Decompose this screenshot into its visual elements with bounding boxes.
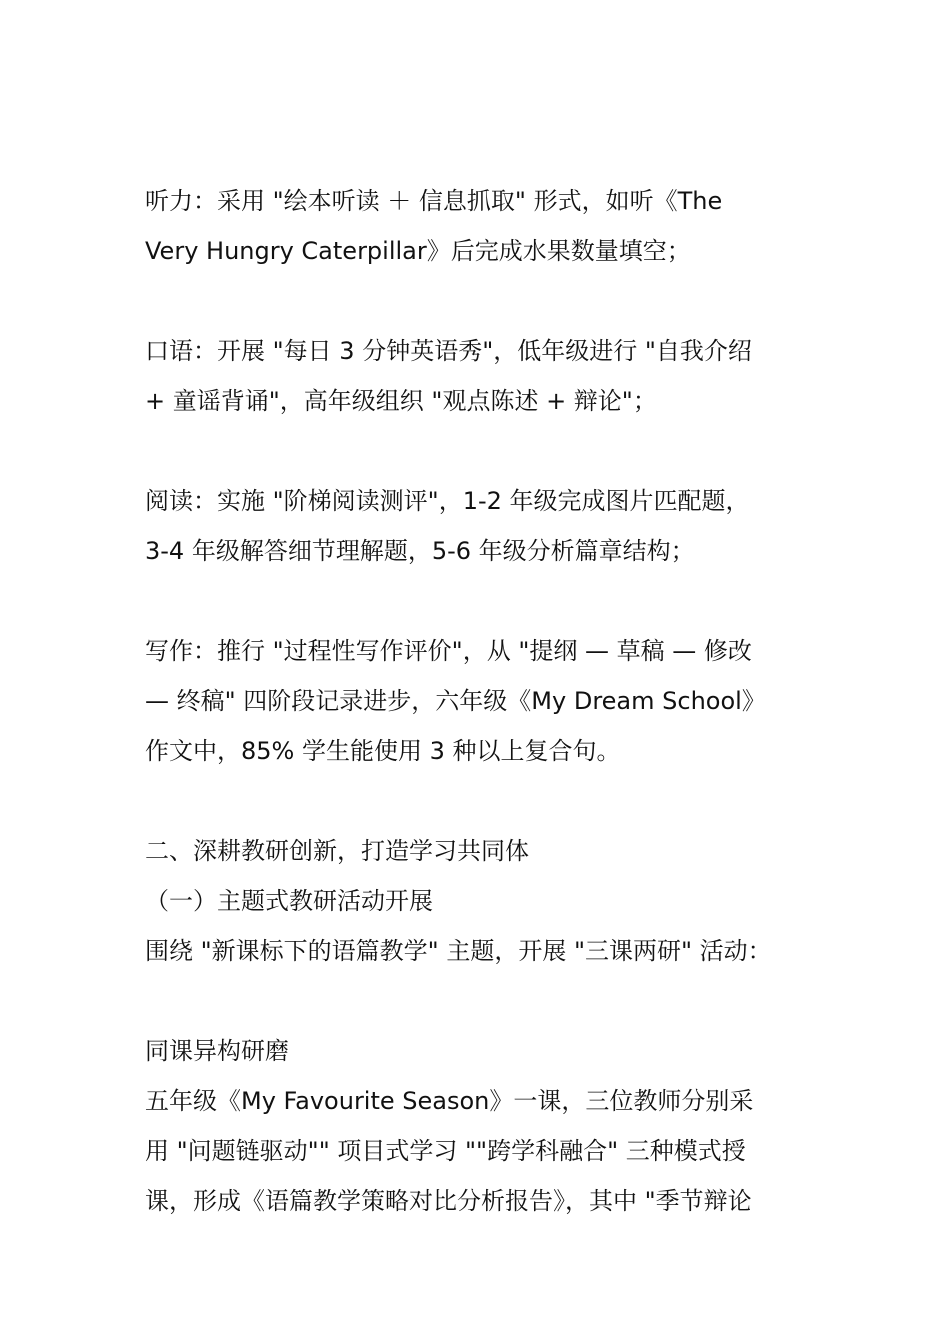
item-heading: 同课异构研磨 (145, 1037, 289, 1065)
document-page (145, 176, 835, 1226)
text-line: 课，形成《语篇教学策略对比分析报告》，其中 "季节辩论 (145, 1187, 752, 1215)
subsection-heading: （一）主题式教研活动开展 (145, 887, 433, 915)
text-line: 围绕 "新课标下的语篇教学" 主题，开展 "三课两研" 活动： (145, 937, 772, 965)
text-line: 写作：推行 "过程性写作评价"，从 "提纲 — 草稿 — 修改 (145, 637, 752, 665)
text-line: 五年级《My Favourite Season》一课，三位教师分别采 (145, 1087, 754, 1115)
paragraph-reading (145, 476, 835, 576)
paragraph-speaking (145, 326, 835, 426)
paragraph-listening (145, 176, 835, 276)
section-block (145, 826, 835, 926)
intro-paragraph (145, 926, 835, 976)
item-block (145, 1026, 835, 1226)
text-line: 听力：采用 "绘本听读 ＋ 信息抓取" 形式，如听《The (145, 187, 723, 215)
text-line: 口语：开展 "每日 3 分钟英语秀"，低年级进行 "自我介绍 (145, 337, 752, 365)
text-line: Very Hungry Caterpillar》后完成水果数量填空； (145, 237, 691, 265)
text-line: + 童谣背诵"，高年级组织 "观点陈述 + 辩论"； (145, 387, 657, 415)
text-line: 阅读：实施 "阶梯阅读测评"，1-2 年级完成图片匹配题， (145, 487, 750, 515)
text-line: 3-4 年级解答细节理解题，5-6 年级分析篇章结构； (145, 537, 695, 565)
text-line: 作文中，85% 学生能使用 3 种以上复合句。 (145, 737, 621, 765)
section-heading: 二、深耕教研创新，打造学习共同体 (145, 837, 529, 865)
text-line: — 终稿" 四阶段记录进步，六年级《My Dream School》 (145, 687, 766, 715)
paragraph-writing (145, 626, 835, 776)
text-line: 用 "问题链驱动"" 项目式学习 ""跨学科融合" 三种模式授 (145, 1137, 746, 1165)
